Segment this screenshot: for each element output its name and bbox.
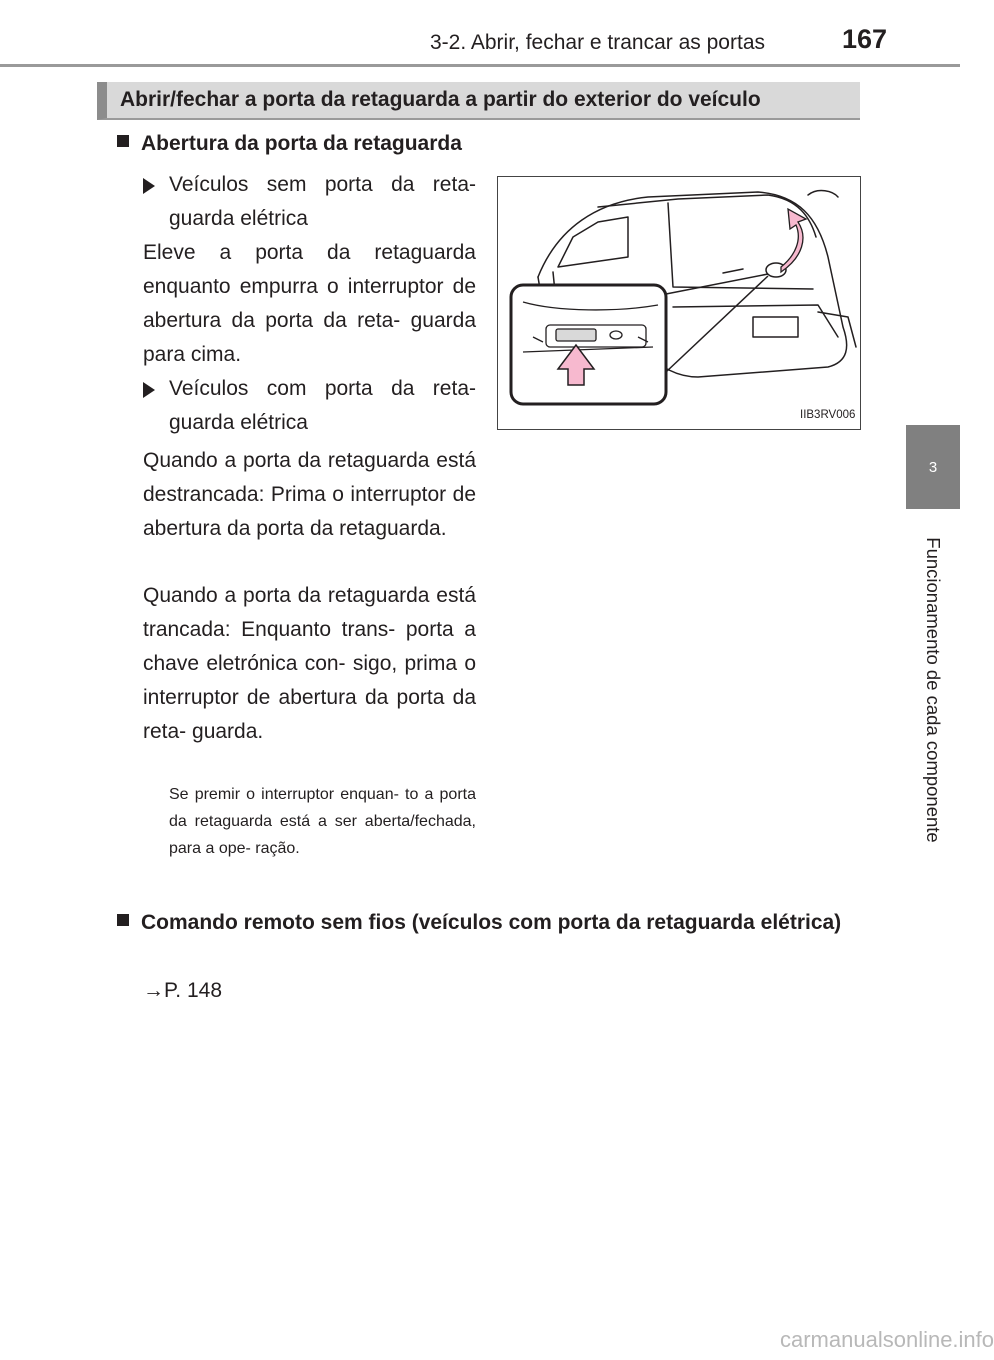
page-reference: →P. 148 (143, 979, 223, 1002)
page-number: 167 (842, 24, 888, 54)
switch-closeup-callout (511, 285, 666, 404)
note-text: Se premir o interruptor enquan- to a porta da retaguarda está a ser aberta/fechada, para a ope- ração. (169, 786, 476, 857)
triangle-bullet-icon (143, 178, 155, 194)
section-title-bar (97, 82, 860, 120)
subsection-heading-2 (117, 906, 862, 940)
bullet-text-2: Veículos com porta da reta- guarda elétrica (169, 377, 476, 434)
subsection-title-2: Comando remoto sem fios (veículos com porta da retaguarda elétrica) (141, 911, 842, 934)
header-title: 3-2. Abrir, fechar e trancar as portas (430, 31, 765, 54)
watermark: carmanualsonline.info (780, 1327, 994, 1352)
bullet-text-1: Veículos sem porta da reta- guarda elétrica (169, 173, 476, 230)
bullet-item-1 (143, 168, 476, 236)
paragraph-3: Quando a porta da retaguarda está trancada: Enquanto trans- porta a chave eletrónica con- sigo, prima o interruptor de abertura da porta da reta- guarda. (143, 584, 476, 743)
header-rule (0, 64, 960, 67)
square-bullet-icon (117, 135, 129, 147)
tailgate-opener-drawing (498, 177, 859, 428)
chapter-number: 3 (928, 458, 938, 476)
figure-tailgate-illustration (497, 176, 861, 430)
triangle-bullet-icon (143, 382, 155, 398)
lift-arrow-icon (781, 209, 806, 272)
subsection-title-1: Abertura da porta da retaguarda (141, 132, 462, 155)
chapter-label: Funcionamento de cada componente (923, 537, 944, 843)
bullet-item-2 (143, 372, 476, 440)
section-title: Abrir/fechar a porta da retaguarda a partir do exterior do veículo (120, 88, 761, 111)
paragraph-2: Quando a porta da retaguarda está destrancada: Prima o interruptor de abertura da porta da retaguarda. (143, 449, 476, 540)
subsection-heading-1 (117, 129, 462, 159)
square-bullet-icon (117, 914, 129, 926)
chapter-tab (906, 425, 960, 509)
figure-code: IIB3RV006 (800, 409, 856, 421)
paragraph-1: Eleve a porta da retaguarda enquanto empurra o interruptor de abertura da porta da reta- guarda para cima. (143, 241, 476, 366)
